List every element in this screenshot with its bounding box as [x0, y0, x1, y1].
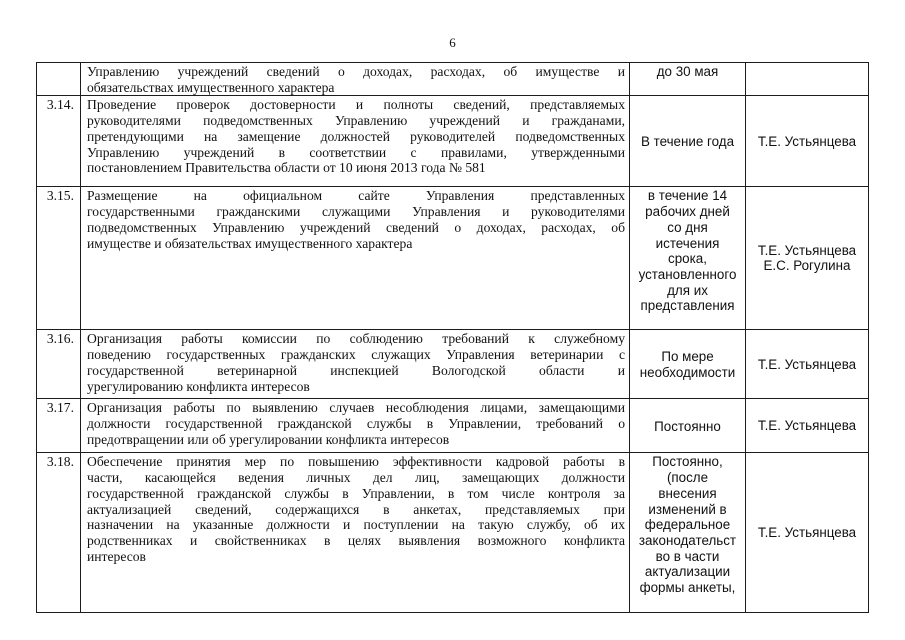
table-row [37, 63, 869, 96]
row-description: Управлению учреждений сведений о доходах, расходах, об имуществе и обязательствах имущественного характера [81, 63, 630, 96]
row-number: 3.15. [37, 187, 81, 330]
row-responsible: Т.Е. Устьянцева [746, 330, 869, 399]
row-description: Организация работы по выявлению случаев несоблюдения лицами, замещающими должности государственной гражданской службы в Управлении, требований о предотвращении или об урегулировании конфликта интересов [81, 399, 630, 453]
row-description: Обеспечение принятия мер по повышению эффективности кадровой работы в части, касающейся ведения личных дел лиц, замещающих должности государственной гражданской службы в Управлении, в том числе контроля за актуализацией сведений, содержащихся в анкетах, представляемых при назначении на указанные должности и поступлении на такую службу, об их родственниках и свойственниках в целях выявления возможного конфликта интересов [81, 453, 630, 613]
row-term: до 30 мая [630, 63, 746, 96]
table-row [37, 453, 869, 613]
row-number: 3.17. [37, 399, 81, 453]
row-term: В течение года [630, 96, 746, 187]
row-description: Размещение на официальном сайте Управления представленных государственными гражданскими служащими Управления и руководителями подведомственных Управлению учреждений сведений о доходах, расходах, об имуществе и обязательствах имущественного характера [81, 187, 630, 330]
row-description: Проведение проверок достоверности и полноты сведений, представляемых руководителями подведомственных Управлению учреждений и гражданами, претендующими на замещение должностей руководителей подведомственных Управлению учреждений в соответствии с правилами, утвержденными постановлением Правительства области от 10 июня 2013 года № 581 [81, 96, 630, 187]
measures-table [36, 62, 869, 613]
row-number [37, 63, 81, 96]
row-term: По мере необходимости [630, 330, 746, 399]
table-row [37, 96, 869, 187]
row-number: 3.14. [37, 96, 81, 187]
row-number: 3.18. [37, 453, 81, 613]
row-responsible: Т.Е. Устьянцева [746, 399, 869, 453]
page-number: 6 [449, 35, 456, 50]
row-responsible: Т.Е. Устьянцева Е.С. Рогулина [746, 187, 869, 330]
table-row [37, 330, 869, 399]
row-responsible: Т.Е. Устьянцева [746, 96, 869, 187]
table-row [37, 187, 869, 330]
row-responsible [746, 63, 869, 96]
table-row [37, 399, 869, 453]
row-number: 3.16. [37, 330, 81, 399]
row-responsible: Т.Е. Устьянцева [746, 453, 869, 613]
row-term: Постоянно, (после внесения изменений в федеральное законодательст во в части актуализации формы анкеты, [630, 453, 746, 613]
row-term: Постоянно [630, 399, 746, 453]
row-term: в течение 14 рабочих дней со дня истечения срока, установленного для их представления [630, 187, 746, 330]
row-description: Организация работы комиссии по соблюдению требований к служебному поведению государственных гражданских служащих Управления ветеринарии с государственной ветеринарной инспекцией Вологодской области и урегулированию конфликта интересов [81, 330, 630, 399]
